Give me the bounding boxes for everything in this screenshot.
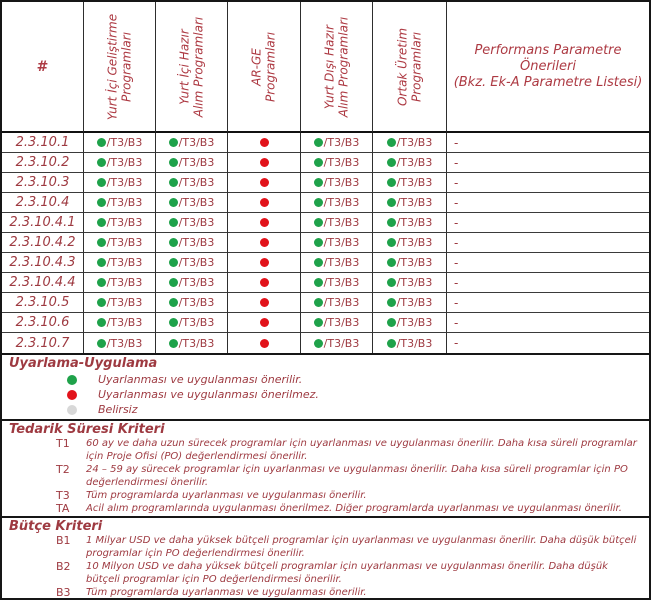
status-code-label: /T3/B3 [323, 256, 360, 269]
status-code-label: /T3/B3 [396, 316, 433, 329]
green-status-dot [169, 278, 178, 287]
green-status-dot [387, 318, 396, 327]
row-id-cell: 2.3.10.6 [2, 313, 84, 333]
red-status-dot [260, 158, 269, 167]
green-status-dot [314, 138, 323, 147]
header-line: Yurt İçi Hazır [177, 28, 191, 105]
green-status-dot [97, 318, 106, 327]
status-code-label: /T3/B3 [106, 336, 143, 350]
criteria-text: Tüm programlarda uyarlanması ve uygulanması önerilir. [86, 587, 367, 598]
criteria-text: 60 ay ve daha uzun sürecek programlar için uyarlanması ve uygulanması önerilir. Daha kısa süreli programlar için Proje Ofisi (PO) değerlendirmesi önerilir. [86, 438, 637, 462]
green-status-dot [97, 158, 106, 167]
green-status-dot [314, 339, 323, 348]
program-status-cell [373, 173, 447, 193]
program-status-cell [156, 333, 228, 353]
program-column-header [156, 2, 228, 133]
header-line: Programları [118, 31, 133, 102]
green-status-dot [97, 218, 106, 227]
program-status-cell [373, 153, 447, 173]
red-status-dot [260, 278, 269, 287]
status-code-label: /T3/B3 [396, 336, 433, 350]
legend-section [2, 353, 649, 419]
green-status-dot [97, 198, 106, 207]
status-code-label: /T3/B3 [178, 136, 215, 149]
status-code-label: /T3/B3 [178, 256, 215, 269]
red-status-dot [260, 138, 269, 147]
status-code-label: /T3/B3 [106, 196, 143, 209]
header-line: Yurt Dışı Hazır [322, 24, 336, 109]
red-status-dot [260, 318, 269, 327]
status-code-label: /T3/B3 [106, 296, 143, 309]
rotated-header-text [323, 4, 350, 130]
status-code-label: /T3/B3 [323, 236, 360, 249]
note-cell: - [447, 153, 649, 173]
note-cell: - [447, 193, 649, 213]
program-status-cell [373, 193, 447, 213]
red-status-dot [260, 298, 269, 307]
status-code-label: /T3/B3 [396, 236, 433, 249]
row-id-cell: 2.3.10.4.2 [2, 233, 84, 253]
supply-criteria-items [9, 437, 649, 515]
criteria-code: B3 [56, 586, 71, 598]
program-status-cell [84, 133, 156, 153]
criteria-code: T1 [56, 437, 70, 450]
criteria-item [9, 534, 649, 560]
legend-item-text: Uyarlanması ve uygulanması önerilmez. [98, 388, 319, 401]
legend-items [9, 372, 649, 417]
green-status-dot [314, 218, 323, 227]
header-line: Programları [263, 31, 277, 102]
supply-criteria-section [2, 419, 649, 516]
green-status-dot [97, 138, 106, 147]
header-line: (Bkz. Ek-A Parametre Listesi) [453, 74, 643, 90]
header-line: AR-GE [249, 47, 264, 86]
header-line: Ortak Üretim [395, 27, 409, 106]
criteria-item [9, 586, 649, 598]
green-status-dot [387, 178, 396, 187]
row-id-cell: 2.3.10.4.1 [2, 213, 84, 233]
rotated-header-text [251, 4, 278, 130]
criteria-item [9, 489, 649, 502]
status-code-label: /T3/B3 [396, 276, 433, 289]
program-status-cell [373, 273, 447, 293]
status-code-label: /T3/B3 [106, 236, 143, 249]
criteria-item [9, 502, 649, 515]
rotated-header-text [106, 4, 133, 130]
program-status-cell [84, 253, 156, 273]
status-code-label: /T3/B3 [323, 336, 360, 350]
program-status-cell [84, 273, 156, 293]
status-code-label: /T3/B3 [178, 276, 215, 289]
program-status-cell [301, 273, 373, 293]
green-status-dot [169, 158, 178, 167]
program-status-cell [228, 193, 301, 213]
green-status-dot [387, 198, 396, 207]
program-status-cell [373, 313, 447, 333]
header-line: Önerileri [520, 58, 576, 74]
green-status-dot [169, 138, 178, 147]
green-status-dot [314, 238, 323, 247]
program-status-cell [156, 293, 228, 313]
status-code-label: /T3/B3 [178, 336, 215, 350]
program-column-header [84, 2, 156, 133]
criteria-item [9, 437, 649, 463]
program-status-cell [84, 233, 156, 253]
red-status-dot [260, 339, 269, 348]
green-status-dot [387, 238, 396, 247]
program-status-cell [84, 173, 156, 193]
program-status-cell [156, 273, 228, 293]
criteria-item [9, 463, 649, 489]
green-status-dot [169, 339, 178, 348]
rotated-header-text [178, 4, 205, 130]
note-cell: - [447, 253, 649, 273]
status-code-label: /T3/B3 [178, 176, 215, 189]
green-status-dot [314, 178, 323, 187]
status-code-label: /T3/B3 [106, 316, 143, 329]
status-code-label: /T3/B3 [178, 216, 215, 229]
red-status-dot [260, 258, 269, 267]
green-status-dot [387, 258, 396, 267]
status-code-label: /T3/B3 [323, 276, 360, 289]
criteria-text: 24 – 59 ay sürecek programlar için uyarlanması ve uygulanması önerilir. Daha kısa süreli programlar için PO değerlendirmesi önerilir. [86, 464, 628, 488]
criteria-text: 1 Milyar USD ve daha yüksek bütçeli programlar için uyarlanması ve uygulanması önerilir. Daha düşük bütçeli programlar için PO değerlendirmesi önerilir. [86, 535, 637, 559]
status-code-label: /T3/B3 [106, 216, 143, 229]
performance-column-header [447, 2, 649, 133]
green-status-dot [97, 178, 106, 187]
status-code-label: /T3/B3 [106, 256, 143, 269]
status-code-label: /T3/B3 [106, 176, 143, 189]
program-status-cell [373, 233, 447, 253]
program-status-cell [301, 153, 373, 173]
budget-criteria-items [9, 534, 649, 598]
gray-legend-dot [67, 405, 77, 415]
note-cell: - [447, 213, 649, 233]
status-code-label: /T3/B3 [396, 176, 433, 189]
green-status-dot [314, 258, 323, 267]
status-code-label: /T3/B3 [178, 296, 215, 309]
budget-criteria-section [2, 516, 649, 598]
header-line: Performans Parametre [474, 42, 622, 58]
legend-item [9, 402, 649, 417]
note-cell: - [447, 333, 649, 353]
status-code-label: /T3/B3 [178, 196, 215, 209]
status-code-label: /T3/B3 [323, 316, 360, 329]
green-status-dot [387, 138, 396, 147]
note-cell: - [447, 313, 649, 333]
program-status-cell [228, 173, 301, 193]
status-code-label: /T3/B3 [178, 156, 215, 169]
program-status-cell [301, 333, 373, 353]
program-status-cell [228, 333, 301, 353]
criteria-code: B2 [56, 560, 71, 573]
program-status-cell [301, 193, 373, 213]
green-status-dot [169, 298, 178, 307]
green-status-dot [169, 318, 178, 327]
program-status-cell [373, 213, 447, 233]
program-status-cell [156, 173, 228, 193]
program-column-header [373, 2, 447, 133]
budget-criteria-title: Bütçe Kriteri [9, 519, 103, 534]
program-status-cell [84, 333, 156, 353]
status-code-label: /T3/B3 [396, 296, 433, 309]
status-code-label: /T3/B3 [106, 276, 143, 289]
row-id-cell: 2.3.10.4.4 [2, 273, 84, 293]
program-status-cell [156, 193, 228, 213]
status-code-label: /T3/B3 [396, 136, 433, 149]
program-status-cell [373, 333, 447, 353]
program-table [2, 2, 649, 353]
program-status-cell [301, 173, 373, 193]
criteria-text: Tüm programlarda uyarlanması ve uygulanması önerilir. [86, 490, 367, 501]
note-cell: - [447, 173, 649, 193]
header-line: Yurt İçi Geliştirme [105, 13, 119, 120]
program-status-cell [301, 213, 373, 233]
note-cell: - [447, 233, 649, 253]
criteria-code: T2 [56, 463, 70, 476]
green-status-dot [97, 298, 106, 307]
header-line: Programları [408, 31, 423, 102]
green-status-dot [387, 218, 396, 227]
program-status-cell [228, 233, 301, 253]
header-line: Alım Programları [190, 16, 205, 117]
program-column-header [228, 2, 301, 133]
legend-item [9, 387, 649, 402]
legend-title: Uyarlama-Uygulama [9, 356, 158, 371]
green-status-dot [387, 278, 396, 287]
green-status-dot [314, 158, 323, 167]
program-status-cell [156, 213, 228, 233]
note-cell: - [447, 273, 649, 293]
program-status-cell [301, 253, 373, 273]
row-id-cell: 2.3.10.2 [2, 153, 84, 173]
status-code-label: /T3/B3 [323, 216, 360, 229]
program-status-cell [228, 313, 301, 333]
status-code-label: /T3/B3 [323, 136, 360, 149]
status-code-label: /T3/B3 [323, 156, 360, 169]
program-status-cell [228, 273, 301, 293]
red-legend-dot [67, 390, 77, 400]
criteria-code: B1 [56, 534, 71, 547]
green-status-dot [314, 298, 323, 307]
status-code-label: /T3/B3 [396, 256, 433, 269]
green-status-dot [97, 339, 106, 348]
criteria-code: T3 [56, 489, 70, 502]
status-code-label: /T3/B3 [396, 156, 433, 169]
program-status-cell [156, 133, 228, 153]
status-code-label: /T3/B3 [323, 296, 360, 309]
row-id-cell: 2.3.10.4 [2, 193, 84, 213]
row-id-cell: 2.3.10.7 [2, 333, 84, 353]
note-cell: - [447, 293, 649, 313]
program-status-cell [156, 313, 228, 333]
green-status-dot [97, 278, 106, 287]
program-status-cell [373, 253, 447, 273]
program-status-cell [156, 253, 228, 273]
program-status-cell [84, 153, 156, 173]
criteria-item [9, 560, 649, 586]
red-status-dot [260, 218, 269, 227]
row-id-cell: 2.3.10.3 [2, 173, 84, 193]
criteria-text: 10 Milyon USD ve daha yüksek bütçeli programlar için uyarlanması ve uygulanması önerilir. Daha düşük bütçeli programlar için PO değerlendirmesi önerilir. [86, 561, 608, 585]
program-status-cell [156, 153, 228, 173]
green-status-dot [97, 238, 106, 247]
green-status-dot [169, 178, 178, 187]
program-status-cell [373, 293, 447, 313]
criteria-code: TA [56, 502, 70, 515]
row-id-cell: 2.3.10.5 [2, 293, 84, 313]
legend-item-text: Uyarlanması ve uygulanması önerilir. [98, 373, 303, 386]
green-status-dot [314, 318, 323, 327]
status-code-label: /T3/B3 [178, 236, 215, 249]
program-status-cell [84, 213, 156, 233]
status-code-label: /T3/B3 [396, 216, 433, 229]
green-status-dot [314, 198, 323, 207]
green-status-dot [169, 218, 178, 227]
program-status-cell [301, 293, 373, 313]
red-status-dot [260, 178, 269, 187]
status-code-label: /T3/B3 [323, 196, 360, 209]
program-status-cell [84, 313, 156, 333]
green-status-dot [169, 258, 178, 267]
header-line: Alım Programları [335, 16, 350, 117]
red-status-dot [260, 198, 269, 207]
green-status-dot [314, 278, 323, 287]
program-status-cell [84, 293, 156, 313]
green-status-dot [387, 339, 396, 348]
status-code-label: /T3/B3 [323, 176, 360, 189]
program-status-cell [228, 153, 301, 173]
program-status-cell [228, 213, 301, 233]
green-status-dot [387, 158, 396, 167]
legend-item [9, 372, 649, 387]
green-status-dot [169, 238, 178, 247]
status-code-label: /T3/B3 [106, 136, 143, 149]
red-status-dot [260, 238, 269, 247]
row-id-cell: 2.3.10.1 [2, 133, 84, 153]
green-status-dot [97, 258, 106, 267]
green-legend-dot [67, 375, 77, 385]
rotated-header-text [396, 4, 423, 130]
status-code-label: /T3/B3 [178, 316, 215, 329]
program-status-cell [228, 253, 301, 273]
program-column-header [301, 2, 373, 133]
program-status-cell [301, 233, 373, 253]
note-cell: - [447, 133, 649, 153]
row-id-cell: 2.3.10.4.3 [2, 253, 84, 273]
supply-criteria-title: Tedarik Süresi Kriteri [9, 422, 165, 437]
green-status-dot [169, 198, 178, 207]
status-code-label: /T3/B3 [106, 156, 143, 169]
green-status-dot [387, 298, 396, 307]
program-status-cell [228, 293, 301, 313]
program-status-cell [301, 313, 373, 333]
program-status-cell [156, 233, 228, 253]
legend-item-text: Belirsiz [98, 403, 138, 416]
hash-column-header: # [2, 2, 84, 133]
program-status-cell [228, 133, 301, 153]
program-status-cell [373, 133, 447, 153]
program-status-cell [301, 133, 373, 153]
status-code-label: /T3/B3 [396, 196, 433, 209]
criteria-text: Acil alım programlarında uygulanması önerilmez. Diğer programlarda uyarlanması ve uygulanması önerilir. [86, 503, 622, 514]
program-status-cell [84, 193, 156, 213]
